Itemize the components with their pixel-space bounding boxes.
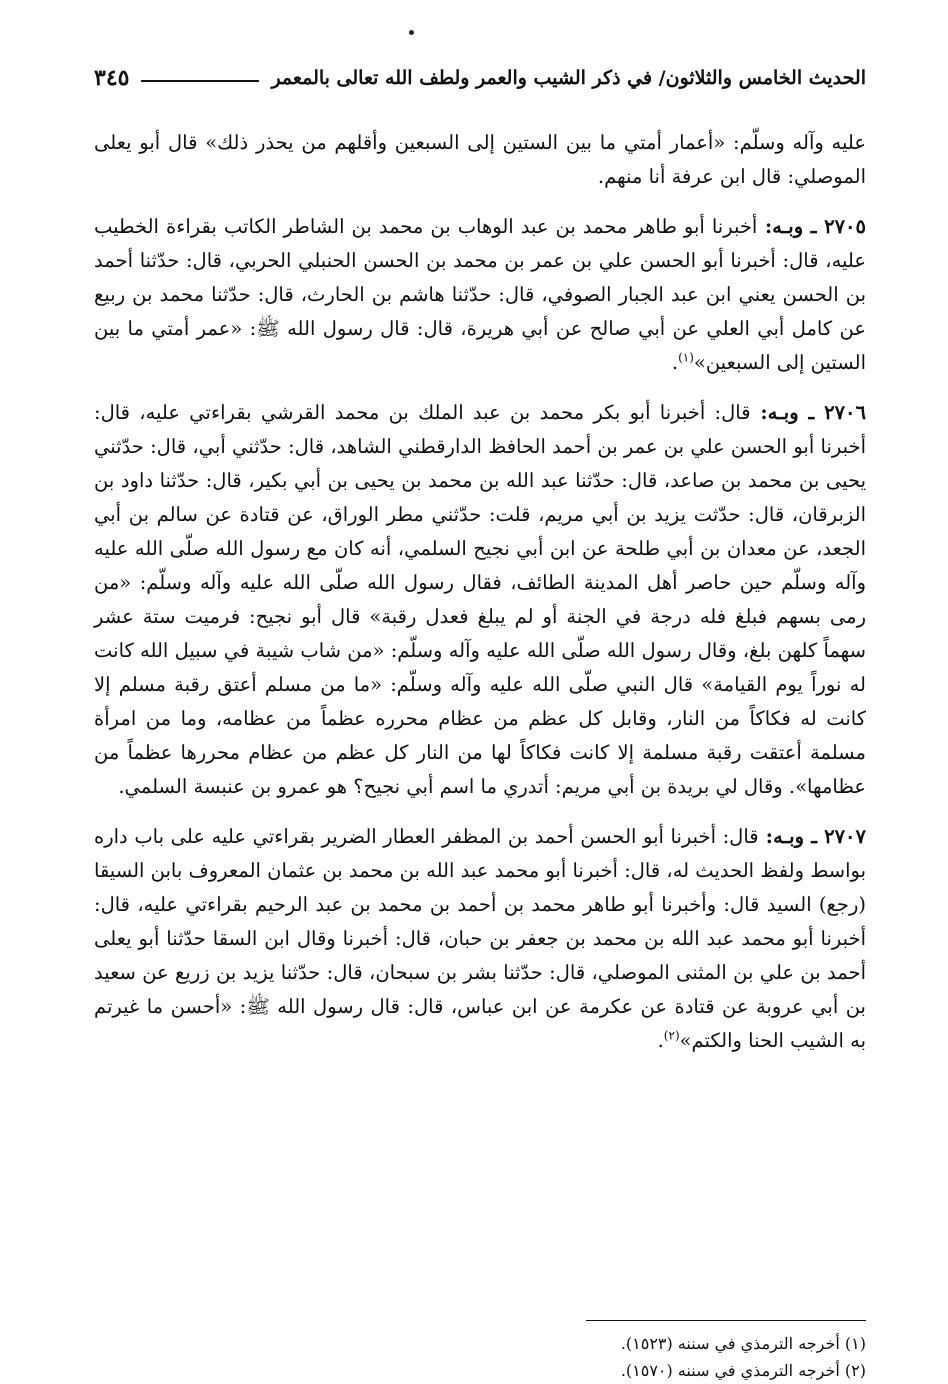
footnote-ref: (١) [678, 350, 694, 365]
paragraph-continuation [94, 126, 866, 194]
hadith-2705: ٢٧٠٥ ـ وبـه: أخبرنا أبو طاهر محمد بن عبد الوهاب بن محمد بن الشاطر الكاتب بقراءة الخطيب عليه، قال: أخبرنا أبو الحسن علي بن عمر بن محمد بن الحسن الحنبلي الحربي، قال: حدّثنا أحمد بن الحسن يعني ابن عبد الجبار الصوفي، قال: حدّثنا هاشم بن الحارث، قال: حدّثنا محمد بن ربيع عن كامل أبي العلي عن أبي صالح عن أبي هريرة، قال: قال رسول الله ﷺ: «عمر أمتي ما بين الستين إلى السبعين»$^{(١)}$. [94, 215, 866, 374]
paragraph-text: عليه وآله وسلّم: «أعمار أمتي ما بين الستين إلى السبعين وأقلهم من يحذر ذلك» قال أبو يعلى الموصلي: قال ابن عرفة أنا منهم. [94, 131, 866, 188]
page-number: ٣٤٥ [94, 65, 130, 91]
hadith-number: ٢٧٠٥ ـ وبـه: [757, 215, 866, 238]
footnote-ref: (٢) [663, 1028, 680, 1043]
paragraph-text: أخبرنا أبو طاهر محمد بن عبد الوهاب بن محمد بن الشاطر الكاتب بقراءة الخطيب عليه، قال: أخبرنا أبو الحسن علي بن عمر بن محمد بن الحسن الحنبلي الحربي، قال: حدّثنا أحمد بن الحسن يعني ابن عبد الجبار الصوفي، قال: حدّثنا هاشم بن الحارث، قال: حدّثنا محمد بن ربيع عن كامل أبي العلي عن أبي صالح عن أبي هريرة، قال: قال رسول الله ﷺ: «عمر أمتي ما بين الستين إلى السبعين» [94, 215, 866, 374]
paragraph-text: قال: أخبرنا أبو بكر محمد بن عبد الملك بن محمد القرشي بقراءتي عليه، قال: أخبرنا أبو الحسن علي بن عمر بن أحمد الحافظ الدارقطني الشاهد، قال: حدّثني أبي، قال: حدّثني يحيى بن محمد بن صاعد، قال: حدّثنا عبد الله بن محمد بن يحيى بن أبي بكير، قال: حدّثنا داود بن الزبرقان، قال: حدّثت يزيد بن أبي مريم، قلت: حدّثني مطر الوراق، عن قتادة عن سالم بن أبي الجعد، عن معدان بن أبي طلحة عن ابن أبي نجيح السلمي، أنه كان مع رسول الله صلّى الله عليه وآله وسلّم حين حاصر أهل المدينة الطائف، فقال رسول الله صلّى الله عليه وآله وسلّم: «من رمى بسهم فبلغ فله درجة في الجنة أو لم يبلغ فعدل رقبة» قال أبو نجيح: فرميت ستة عشر سهماً كلهن بلغ، وقال رسول الله صلّى الله عليه وآله وسلّم: «من شاب شيبة في سبيل الله كانت له نوراً يوم القيامة» قال النبي صلّى الله عليه وآله وسلّم: «ما من مسلم أعتق رقبة مسلم إلا كانت له فكاكاً من النار، وقابل كل عظم من عظام محرره عظماً من عظامه، وما من امرأة مسلمة أعتقت رقبة مسلمة إلا كانت فكاكاً لها من النار كل عظم من عظام محررها عظماً من عظامها». وقال لي بريدة بن أبي مريم: أتدري ما اسم أبي نجيح؟ هو عمرو بن عنبسة السلمي. [94, 401, 866, 798]
paragraph-text: قال: أخبرنا أبو الحسن أحمد بن المظفر العطار الضرير بقراءتي عليه على باب داره بواسط ولفظ الحديث له، قال: أخبرنا أبو محمد عبد الله بن محمد بن عثمان المعروف بابن السيقا (رجع) السيد قال: وأخبرنا أبو طاهر محمد بن أحمد بن محمد بن عبد الرحيم بقراءتي عليه، قال: أخبرنا أبو محمد عبد الله بن محمد بن جعفر بن حبان، قال: أخبرنا وقال ابن السقا حدّثنا أبو يعلى أحمد بن علي بن المثنى الموصلي، قال: حدّثنا بشر بن سبحان، قال: حدّثنا يزيد بن زريع عن سعيد بن أبي عروبة عن قتادة عن عكرمة عن ابن عباس، قال: قال رسول الله ﷺ: «أحسن ما غيرتم به الشيب الحنا والكتم» [94, 825, 866, 1052]
hadith-2707: ٢٧٠٧ ـ وبـه: قال: أخبرنا أبو الحسن أحمد بن المظفر العطار الضرير بقراءتي عليه على باب داره بواسط ولفظ الحديث له، قال: أخبرنا أبو محمد عبد الله بن محمد بن عثمان المعروف بابن السيقا (رجع) السيد قال: وأخبرنا أبو طاهر محمد بن أحمد بن محمد بن عبد الرحيم بقراءتي عليه، قال: أخبرنا أبو محمد عبد الله بن محمد بن جعفر بن حبان، قال: أخبرنا وقال ابن السقا حدّثنا أبو يعلى أحمد بن علي بن المثنى الموصلي، قال: حدّثنا بشر بن سبحان، قال: حدّثنا يزيد بن زريع عن سعيد بن أبي عروبة عن قتادة عن عكرمة عن ابن عباس، قال: قال رسول الله ﷺ: «أحسن ما غيرتم به الشيب الحنا والكتم»$^{(٢)}$. [94, 825, 866, 1052]
hadith-number: ٢٧٠٧ ـ وبـه: [758, 825, 866, 848]
running-header [94, 58, 866, 98]
header-title: الحديث الخامس والثلاثون/ في ذكر الشيب والعمر ولطف الله تعالى بالمعمر [271, 67, 866, 89]
header-rule [141, 80, 259, 82]
main-text [94, 126, 866, 1074]
hadith-number: ٢٧٠٦ ـ وبـه: [750, 401, 866, 424]
footnote-2: (٢) أخرجه الترمذي في سننه (١٥٧٠). [620, 1361, 866, 1380]
ink-dot [409, 30, 414, 35]
page [94, 58, 866, 1380]
footnote-1: (١) أخرجه الترمذي في سننه (١٥٢٣). [620, 1334, 866, 1353]
footnote-rule [586, 1320, 866, 1321]
footnotes [94, 1330, 866, 1384]
hadith-2706 [94, 396, 866, 804]
